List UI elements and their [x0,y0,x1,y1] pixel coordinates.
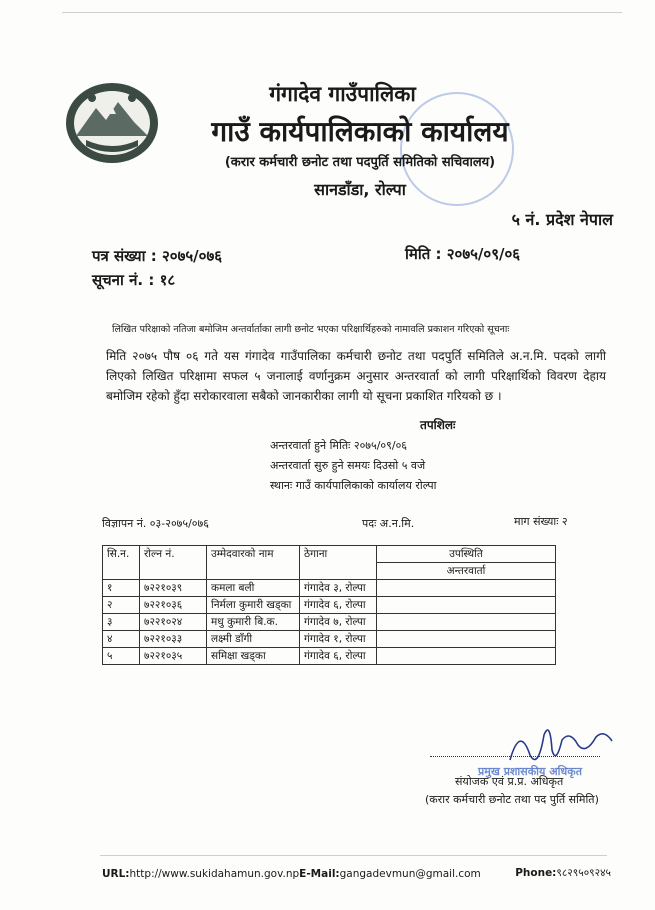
cell-presence [377,631,556,648]
footer-rule [100,855,607,856]
cell-roll: ७२२१०३३ [140,631,207,648]
candidate-table [102,545,556,665]
notice-subject: लिखित परिक्षाको नतिजा बमोजिम अन्तर्वार्ताका लागी छनोट भएका परिक्षार्थिहरुको नामावलि प्रकाशन गरिएको सूचनाः [112,324,510,335]
cell-sn: ३ [103,614,140,631]
cell-presence [377,580,556,597]
table-row [103,631,556,648]
advertisement-number: विज्ञापन नं. ०३-२०७५/०७६ [102,517,209,530]
interview-date: अन्तरवार्ता हुने मितिः २०७५/०९/०६ [270,439,408,452]
col-address: ठेगाना [300,546,377,580]
col-interview: अन्तरवार्ता [377,563,556,580]
notice-body: मिति २०७५ पौष ०६ गते यस गंगादेव गाउँपालिका कर्मचारी छनोट तथा पदपुर्ति समितिले अ.न.मि. पदको लागी लिएको लिखित परिक्षामा सफल ५ जनालाई वर्णानुक्रम अनुसार अन्तरवार्ता को लागी परिक्षार्थिको विवरण देहाय बमोजिम रहेको हुँदा सरोकारवाला सबैको जानकारीका लागी यो सूचना प्रकाशित गरियको छ । [106,349,606,403]
cell-address: गंगादेव ७, रोल्पा [300,614,377,631]
cell-name: कमला बली [207,580,300,597]
footer-contact [102,868,481,880]
phone-number: ९८२९५०९२४५ [556,867,611,879]
cell-address: गंगादेव ६, रोल्पा [300,597,377,614]
phone-label: Phone: [515,867,557,879]
post-name: पदः अ.न.मि. [362,517,415,530]
province-name: ५ नं. प्रदेश नेपाल [511,210,613,229]
cell-sn: २ [103,597,140,614]
details-title: तपशिलः [420,418,456,432]
top-rule [62,12,622,13]
demand-count: माग संख्याः २ [514,515,568,528]
office-location: सानडाँडा, रोल्पा [314,180,406,199]
website-link[interactable]: http://www.sukidahamun.gov.np [129,868,300,880]
committee-name: (करार कर्मचारी छनोट तथा पद पुर्ति समिति) [425,793,599,806]
table-row [103,597,556,614]
cell-address: गंगादेव १, रोल्पा [300,631,377,648]
url-label: URL: [102,868,130,880]
signatory-title: संयोजक एवं प्र.प्र. अधिकृत [455,775,564,788]
signature-line [430,756,600,757]
cell-name: निर्मला कुमारी खड्का [207,597,300,614]
email-label: E-Mail: [299,868,340,880]
col-name: उम्मेदवारको नाम [207,546,300,580]
stamp-text: प्रमुख प्रशासकीय अधिकृत [478,765,582,778]
cell-name: मधु कुमारी बि.क. [207,614,300,631]
office-name: गाउँ कार्यपालिकाको कार्यालय [211,115,509,148]
cell-sn: ४ [103,631,140,648]
interview-place: स्थानः गाउँ कार्यपालिकाको कार्यालय रोल्पा [270,479,437,492]
cell-roll: ७२२१०३६ [140,597,207,614]
cell-presence [377,597,556,614]
col-sn: सि.न. [103,546,140,580]
cell-presence [377,648,556,665]
cell-presence [377,614,556,631]
cell-roll: ७२२१०२४ [140,614,207,631]
cell-roll: ७२२१०३९ [140,580,207,597]
table-row [103,580,556,597]
table-row [103,614,556,631]
table-row [103,648,556,665]
cell-address: गंगादेव ६, रोल्पा [300,648,377,665]
footer-phone [515,866,611,880]
col-roll: रोल्न नं. [140,546,207,580]
cell-name: समिक्षा खड्का [207,648,300,665]
secretariat-name: (करार कर्मचारी छनोट तथा पदपुर्ति समितिको सचिवालय) [224,155,496,170]
letter-number: पत्र संख्या : २०७५/०७६ [92,247,223,265]
cell-sn: ५ [103,648,140,665]
letter-date: मिति : २०७५/०९/०६ [405,245,521,263]
cell-address: गंगादेव ३, रोल्पा [300,580,377,597]
cell-sn: १ [103,580,140,597]
nepal-emblem-icon [62,78,162,168]
interview-time: अन्तरवार्ता सुरु हुने समयः दिउसो ५ वजे [270,459,426,472]
cell-name: लक्ष्मी डाँगी [207,631,300,648]
cell-roll: ७२२१०३५ [140,648,207,665]
email-link[interactable]: gangadevmun@gmail.com [339,868,481,880]
col-presence: उपस्थिति [377,546,556,563]
notice-number: सूचना नं. : १८ [92,271,176,289]
municipality-name: गंगादेव गाउँपालिका [269,82,416,106]
